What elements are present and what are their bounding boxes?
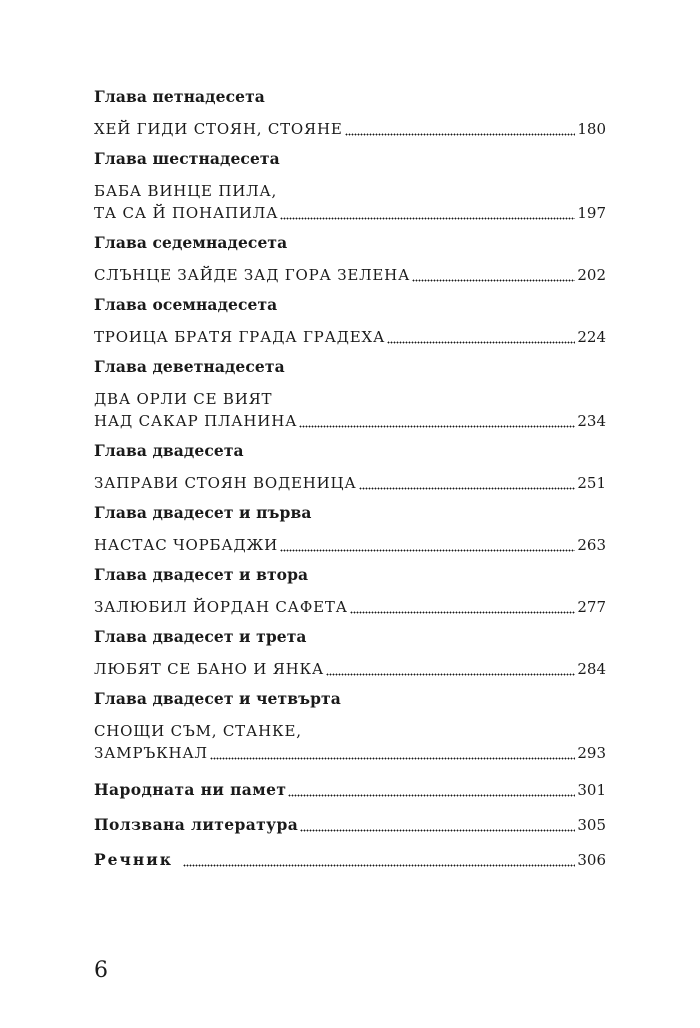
page-number: 202 <box>577 266 606 284</box>
page-number: 224 <box>577 328 606 346</box>
chapter-heading: Глава осемнадесета <box>94 295 278 314</box>
entry-title: СНОЩИ СЪМ, СТАНКЕ, <box>94 722 302 740</box>
page-number: 301 <box>577 781 606 799</box>
dot-leader <box>326 658 575 680</box>
entry-line <box>94 264 606 286</box>
toc-chapter <box>94 148 606 224</box>
toc-chapter <box>94 688 606 764</box>
chapter-entry <box>94 388 606 432</box>
page-number: 284 <box>577 660 606 678</box>
entry-title: ХЕЙ ГИДИ СТОЯН, СТОЯНЕ <box>94 120 343 138</box>
chapter-heading: Глава петнадесета <box>94 87 265 106</box>
entry-line <box>94 720 606 742</box>
toc-section <box>94 779 606 801</box>
chapter-heading: Глава двадесет и първа <box>94 503 312 522</box>
chapter-heading: Глава деветнадесета <box>94 357 285 376</box>
entry-line <box>94 534 606 556</box>
dot-leader <box>412 264 575 286</box>
chapter-entry <box>94 596 606 618</box>
entry-title: ДВА ОРЛИ СЕ ВИЯТ <box>94 390 273 408</box>
toc-chapter <box>94 356 606 432</box>
chapter-entry <box>94 534 606 556</box>
entry-title: НАСТАС ЧОРБАДЖИ <box>94 536 279 554</box>
chapter-entry <box>94 118 606 140</box>
toc-chapter <box>94 440 606 494</box>
toc-chapter <box>94 294 606 348</box>
entry-line <box>94 180 606 202</box>
chapter-entry <box>94 180 606 224</box>
chapter-entry <box>94 326 606 348</box>
page-number: 251 <box>577 474 606 492</box>
dot-leader <box>210 742 576 764</box>
section-title: Народната ни памет <box>94 780 287 799</box>
toc-chapter <box>94 564 606 618</box>
chapter-heading: Глава шестнадесета <box>94 149 280 168</box>
page-number: 305 <box>577 816 606 834</box>
dot-leader <box>280 202 575 224</box>
entry-line <box>94 326 606 348</box>
toc-chapter <box>94 502 606 556</box>
chapter-heading: Глава двадесета <box>94 441 244 460</box>
entry-title: ТРОИЦА БРАТЯ ГРАДА ГРАДЕХА <box>94 328 386 346</box>
dot-leader <box>387 326 575 348</box>
entry-title: НАД САКАР ПЛАНИНА <box>94 412 298 430</box>
entry-title: ЗАПРАВИ СТОЯН ВОДЕНИЦА <box>94 474 357 492</box>
page-number: 180 <box>577 120 606 138</box>
chapter-entry <box>94 720 606 764</box>
toc-chapter <box>94 86 606 140</box>
page-number: 277 <box>577 598 606 616</box>
entry-title: СЛЪНЦЕ ЗАЙДЕ ЗАД ГОРА ЗЕЛЕНА <box>94 266 411 284</box>
folio-page-number: 6 <box>94 958 108 983</box>
entry-title: БАБА ВИНЦЕ ПИЛА, <box>94 182 278 200</box>
table-of-contents <box>94 86 606 871</box>
entry-title: ЗАМРЪКНАЛ <box>94 744 208 762</box>
chapter-entry <box>94 472 606 494</box>
chapter-heading: Глава двадесет и втора <box>94 565 309 584</box>
page-number: 293 <box>577 744 606 762</box>
entry-line <box>94 388 606 410</box>
chapter-entry <box>94 264 606 286</box>
dot-leader <box>299 410 575 432</box>
section-title: Речник <box>94 850 173 869</box>
toc-section <box>94 814 606 836</box>
entry-line <box>94 472 606 494</box>
entry-title: ЛЮБЯТ СЕ БАНО И ЯНКА <box>94 660 325 678</box>
toc-chapter <box>94 626 606 680</box>
chapter-heading: Глава двадесет и трета <box>94 627 307 646</box>
entry-line <box>94 410 606 432</box>
entry-title: ЗАЛЮБИЛ ЙОРДАН САФЕТА <box>94 598 348 616</box>
toc-chapter <box>94 232 606 286</box>
page-number: 234 <box>577 412 606 430</box>
dot-leader <box>345 118 576 140</box>
chapter-entry <box>94 658 606 680</box>
dot-leader <box>359 472 576 494</box>
entry-line <box>94 742 606 764</box>
dot-leader <box>183 849 575 871</box>
dot-leader <box>288 779 575 801</box>
dot-leader <box>350 596 576 618</box>
page-number: 263 <box>577 536 606 554</box>
entry-line <box>94 118 606 140</box>
toc-section <box>94 849 606 871</box>
dot-leader <box>280 534 575 556</box>
entry-line <box>94 202 606 224</box>
page-number: 306 <box>577 851 606 869</box>
entry-line <box>94 658 606 680</box>
chapter-heading: Глава седемнадесета <box>94 233 288 252</box>
dot-leader <box>300 814 575 836</box>
entry-title: ТА СА Й ПОНАПИЛА <box>94 204 279 222</box>
entry-line <box>94 596 606 618</box>
section-title: Ползвана литература <box>94 815 299 834</box>
chapter-heading: Глава двадесет и четвърта <box>94 689 341 708</box>
page-number: 197 <box>577 204 606 222</box>
